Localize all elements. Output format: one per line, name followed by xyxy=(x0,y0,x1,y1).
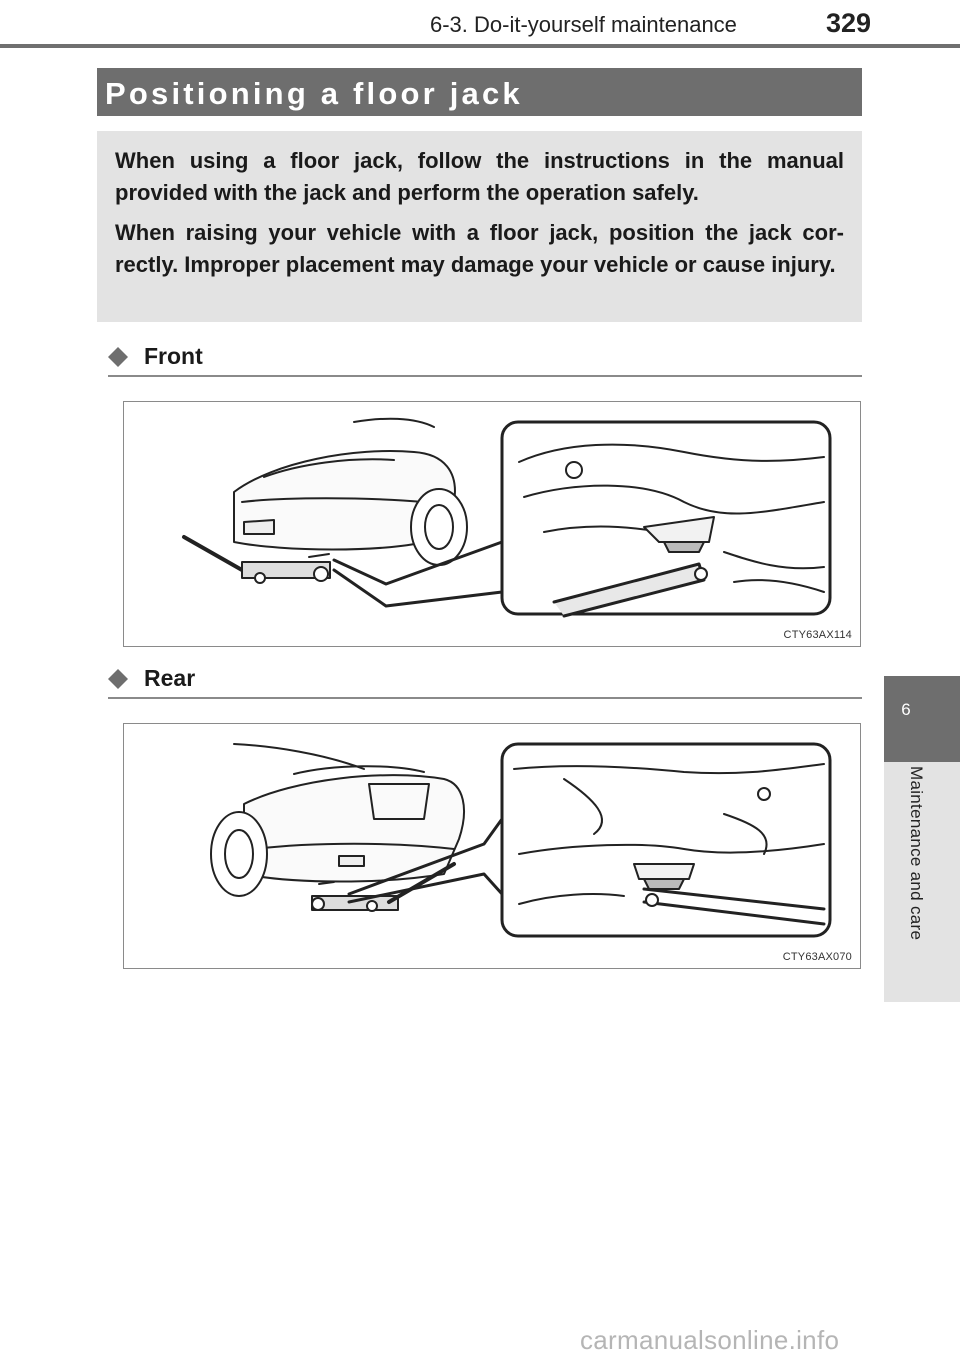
intro-box xyxy=(97,131,862,322)
section-rule-front xyxy=(108,375,862,377)
diamond-bullet-icon xyxy=(108,669,128,689)
section-rule-rear xyxy=(108,697,862,699)
diamond-bullet-icon xyxy=(108,347,128,367)
header-section-title: 6-3. Do-it-yourself maintenance xyxy=(430,12,737,37)
watermark: carmanualsonline.info xyxy=(580,1325,840,1355)
page-number: 329 xyxy=(826,8,872,38)
section-label-rear: Rear xyxy=(144,665,196,691)
header-rule xyxy=(0,44,960,48)
section-label-front: Front xyxy=(144,343,203,369)
page-title: Positioning a floor jack xyxy=(105,76,523,111)
chapter-tab-number-block xyxy=(884,676,960,762)
front-jack-illustration xyxy=(124,402,861,647)
rear-jack-illustration xyxy=(124,724,861,969)
chapter-number: 6 xyxy=(901,700,911,719)
intro-paragraph-1: When using a floor jack, follow the instructions in the manual provided with the jack and perform the operation safely. xyxy=(115,148,844,205)
chapter-label: Maintenance and care xyxy=(907,766,926,941)
figure-code-rear: CTY63AX070 xyxy=(782,951,852,963)
figure-rear-jack-point xyxy=(123,723,861,969)
chapter-tab-label-block xyxy=(884,762,960,1002)
intro-paragraph-2: When raising your vehicle with a floor jack, position the jack cor-rectly. Improper placement may damage your vehicle or cause injury. xyxy=(115,220,844,277)
figure-code-front: CTY63AX114 xyxy=(783,629,852,641)
title-bar xyxy=(97,68,862,116)
figure-front-jack-point xyxy=(123,401,861,647)
